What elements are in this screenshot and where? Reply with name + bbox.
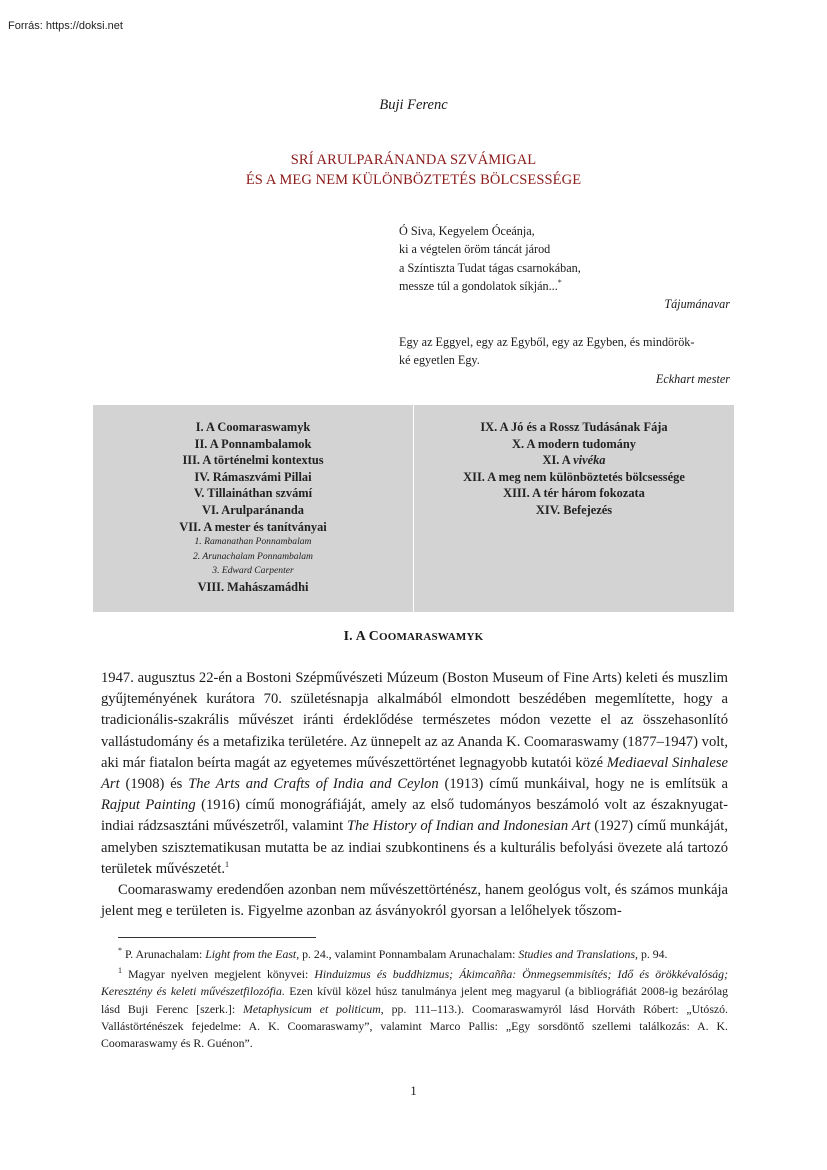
page-number: 1	[410, 1083, 417, 1098]
toc-item: X. A modern tudomány	[512, 436, 636, 451]
toc-subitem: 2. Arunachalam Ponnambalam	[192, 550, 313, 562]
motto-1	[399, 222, 730, 313]
title-line-1: SRÍ ARULPARÁNANDA SZVÁMIGAL	[290, 152, 537, 168]
motto-1-line: Ó Siva, Kegyelem Óceánja,	[399, 224, 535, 238]
title-line-2: ÉS A MEG NEM KÜLÖNBÖZTETÉS BÖLCSESSÉGE	[245, 172, 582, 188]
toc-left-column	[93, 405, 414, 612]
toc-item: VIII. Mahászamádhi	[197, 579, 309, 594]
toc-item: XII. A meg nem különböztetés bölcsessége	[463, 469, 685, 484]
toc-right-column	[414, 405, 734, 612]
toc-item: I. A Coomaraswamyk	[195, 420, 311, 434]
table-of-contents	[93, 405, 734, 612]
footnote: $^1$ Magyar nyelven megjelent könyvei: Hinduizmus és buddhizmus; Ákimcañña: Önmegsemmisítés; Idő és örökkévalóság; Keresztény és keleti művészetfilozófia. Ezen kívül közel húsz tanulmánya jelent meg magyarul (a bibliográfiát 2008-ig bezárólag lásd Buji Ferenc [szerk.]: Metaphysicum et politicum, pp. 111–113.). Coomaraswamyról lásd Horváth Róbert: „Utószó. Vallástörténészek fejedelme: A. K. Coomaraswamy”, valamint Marco Pallis: „Egy sorsdöntő szellemi találkozás: A. K. Coomaraswamy és R. Guénon”.	[101, 966, 729, 1051]
footnote-mark: *	[557, 277, 562, 287]
motto-2-attribution: Eckhart mester	[655, 371, 730, 386]
motto-2	[399, 333, 730, 388]
toc-item: XIII. A tér három fokozata	[503, 486, 645, 501]
motto-1-line: ki a végtelen öröm táncát járod	[399, 242, 551, 257]
footnotes	[101, 946, 728, 1055]
paragraph: 1947. augusztus 22-én a Bostoni Szépművészeti Múzeum (Boston Museum of Fine Arts) keleti és muszlim gyűjteményének kurátora 70. születésnapja alkalmából elmondott beszédében megemlítette, hogy a tradicionális-szakrális művészet iránti érdeklődése természetes módon vezette el az összehasonlító vallástudomány és a metafizika területére. Az ünnepelt az az Ananda K. Coomaraswamy (1877–1947) volt, aki már fiatalon beírta magát az egyetemes művészettörténet legnagyobb kutatói közé Mediaeval Sinhalese Art (1908) és The Arts and Crafts of India and Ceylon (1913) című munkáival, hogy ne is említsük a Rajput Painting (1916) című monográfiáját, amely az első tudományos beszámoló volt az északnyugat-indiai rádzsasztáni művészetről, valamint The History of Indian and Indonesian Art (1927) című munkáját, amelyben szisztematikusan mutatta be az indiai szubkontinens és a kulturális befolyási övezete alá tartozó területek művészetét.$^1$	[101, 670, 728, 877]
toc-subitem: 3. Edward Carpenter	[212, 565, 294, 577]
author-name: Buji Ferenc	[379, 97, 448, 113]
toc-item: XIV. Befejezés	[535, 502, 613, 517]
toc-item: IV. Rámaszvámi Pillai	[194, 469, 312, 484]
motto-1-line: messze túl a gondolatok síkján...*	[399, 277, 562, 293]
motto-2-line: Egy az Eggyel, egy az Egyből, egy az Egyben, és mindörök-	[399, 335, 695, 349]
footnote: * P. Arunachalam: Light from the East, p. 24., valamint Ponnambalam Arunachalam: Studies and Translations, p. 94.	[118, 946, 668, 961]
body-text	[101, 668, 728, 922]
toc-item: V. Tillaináthan szvámí	[193, 486, 313, 501]
paragraph: Coomaraswamy eredendően azonban nem művészettörténész, hanem geológus volt, és számos munkája jelent meg e területen is. Figyelme azonban az ásványokról gyorsan a lelőhelyek tőszom-	[101, 882, 728, 920]
toc-item: XI. A vivéka	[542, 453, 606, 468]
toc-item: VI. Arulparánanda	[202, 502, 304, 517]
footnote-ref: 1	[225, 859, 229, 869]
toc-item: VII. A mester és tanítványai	[179, 519, 327, 534]
toc-item-italic: vivéka	[573, 453, 606, 468]
motto-2-line: ké egyetlen Egy.	[399, 353, 480, 368]
source-label: Forrás: https://doksi.net	[8, 20, 123, 32]
article-title	[0, 150, 827, 190]
footnote-separator	[118, 937, 316, 938]
motto-1-line: a Színtiszta Tudat tágas csarnokában,	[399, 260, 581, 275]
toc-subitem: 1. Ramanathan Ponnambalam	[194, 536, 312, 548]
toc-item: III. A történelmi kontextus	[182, 453, 324, 468]
toc-item: II. A Ponnambalamok	[194, 436, 312, 451]
toc-item: IX. A Jó és a Rossz Tudásának Fája	[480, 420, 668, 434]
section-heading: I. A COOMARASWAMYK	[343, 628, 484, 643]
motto-1-attribution: Tájumánavar	[664, 297, 730, 312]
